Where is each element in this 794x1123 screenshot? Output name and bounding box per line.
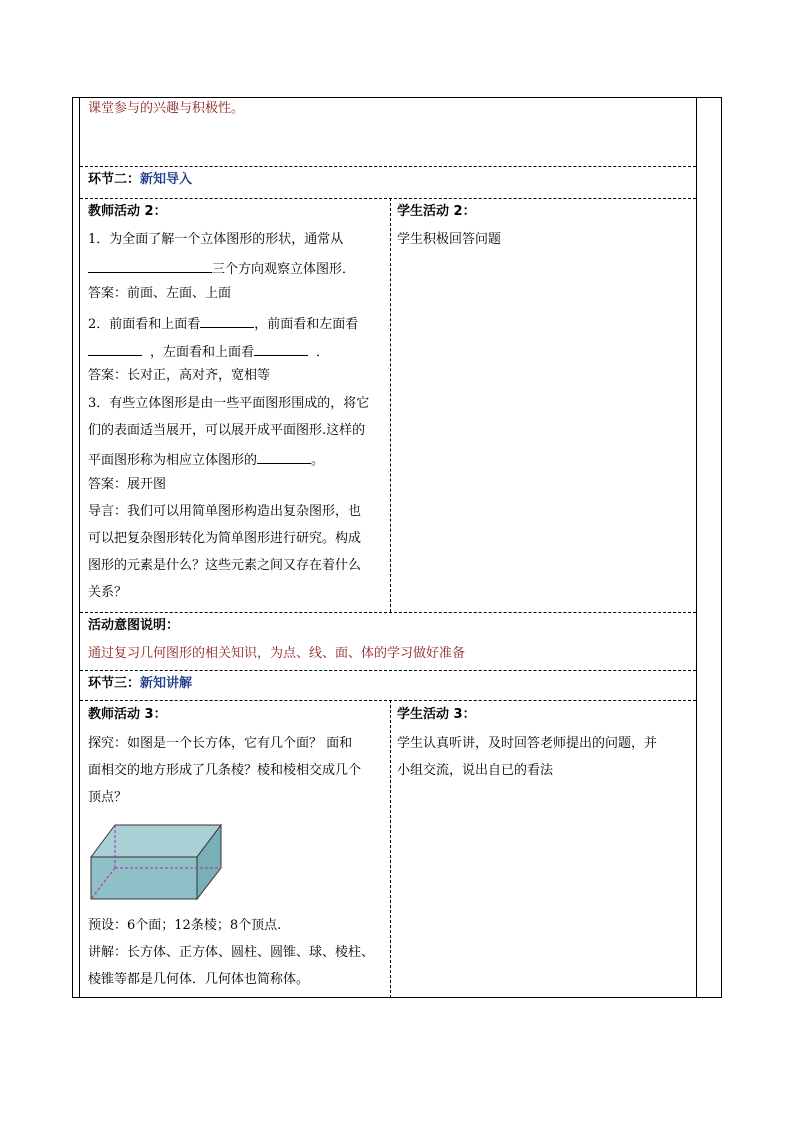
row-divider	[80, 612, 696, 613]
cuboid-figure	[88, 822, 228, 904]
explain-line-2: 棱锥等都是几何体．几何体也简称体。	[88, 972, 310, 987]
question-2-line-2	[88, 341, 329, 362]
question-3-line-2: 们的表面适当展开，可以展开成平面图形.这样的	[88, 423, 366, 438]
row-divider	[80, 166, 696, 167]
section-3-prefix: 环节三：	[88, 676, 141, 691]
lead-line-1: 导言：我们可以用简单图形构造出复杂图形，也	[88, 504, 362, 519]
answer-1: 答案：前面、左面、上面	[88, 286, 232, 301]
preset-text: 预设：6个面；12条棱；8个顶点.	[88, 918, 282, 933]
table-right-rule	[696, 97, 697, 998]
student-activity-2-heading: 学生活动 2：	[397, 204, 476, 219]
answer-blank	[88, 258, 212, 273]
explain-line-1: 讲解：长方体、正方体、圆柱、圆锥、球、棱柱、	[88, 945, 375, 960]
student-activity-2-text: 学生积极回答问题	[397, 232, 502, 247]
lead-line-2: 可以把复杂图形转化为简单图形进行研究。构成	[88, 531, 362, 546]
intent-text: 通过复习几何图形的相关知识，为点、线、面、体的学习做好准备	[88, 646, 466, 661]
lead-line-4: 关系？	[88, 585, 128, 600]
question-3-line-1: 3．有些立体图形是由一些平面图形围成的，将它	[88, 396, 370, 411]
intent-heading: 活动意图说明：	[88, 618, 180, 633]
column-divider	[390, 700, 391, 998]
lead-line-3: 图形的元素是什么？这些元素之间又存在着什么	[88, 558, 362, 573]
teacher-activity-2-heading: 教师活动 2：	[88, 204, 167, 219]
explore-line-2: 面相交的地方形成了几条棱？棱和棱相交成几个	[88, 763, 362, 778]
student-activity-3-line-1: 学生认真听讲，及时回答老师提出的问题，并	[397, 736, 658, 751]
question-2-line-1	[88, 313, 358, 334]
student-activity-3-heading: 学生活动 3：	[397, 707, 476, 722]
intro-text: 课堂参与的兴趣与积极性。	[88, 101, 245, 116]
question-1-line-1: 1．为全面了解一个立体图形的形状，通常从	[88, 232, 344, 247]
table-left-rule	[79, 97, 80, 998]
row-divider	[80, 700, 696, 701]
answer-blank	[88, 341, 142, 356]
explore-line-3: 顶点？	[88, 790, 128, 805]
question-2-part-a: 2．前面看和上面看	[88, 317, 201, 332]
row-divider	[80, 670, 696, 671]
column-divider	[390, 198, 391, 612]
question-1-line-2	[88, 258, 355, 279]
explore-line-1: 探究：如图是一个长方体，它有几个面？ 面和	[88, 736, 353, 751]
question-1-tail: 三个方向观察立体图形．	[212, 262, 356, 277]
question-2-part-d: ．	[316, 345, 330, 360]
answer-blank	[257, 449, 311, 464]
question-2-part-b: ，前面看和左面看	[254, 317, 359, 332]
section-3-title: 新知讲解	[140, 676, 193, 691]
answer-2: 答案：长对正，高对齐，宽相等	[88, 368, 271, 383]
teacher-activity-3-heading: 教师活动 3：	[88, 707, 167, 722]
section-2-prefix: 环节二：	[88, 172, 141, 187]
question-3-part-d: 。	[311, 453, 325, 468]
row-divider	[80, 198, 696, 199]
student-activity-3-line-2: 小组交流，说出自已的看法	[397, 763, 554, 778]
question-2-part-c: ，左面看和上面看	[150, 345, 255, 360]
section-2-heading	[88, 171, 192, 189]
section-3-heading	[88, 675, 192, 693]
question-3-part-c: 平面图形称为相应立体图形的	[88, 453, 258, 468]
answer-3: 答案：展开图	[88, 477, 167, 492]
answer-blank	[254, 341, 308, 356]
answer-blank	[200, 313, 254, 328]
question-3-line-3	[88, 449, 324, 470]
section-2-title: 新知导入	[140, 172, 193, 187]
